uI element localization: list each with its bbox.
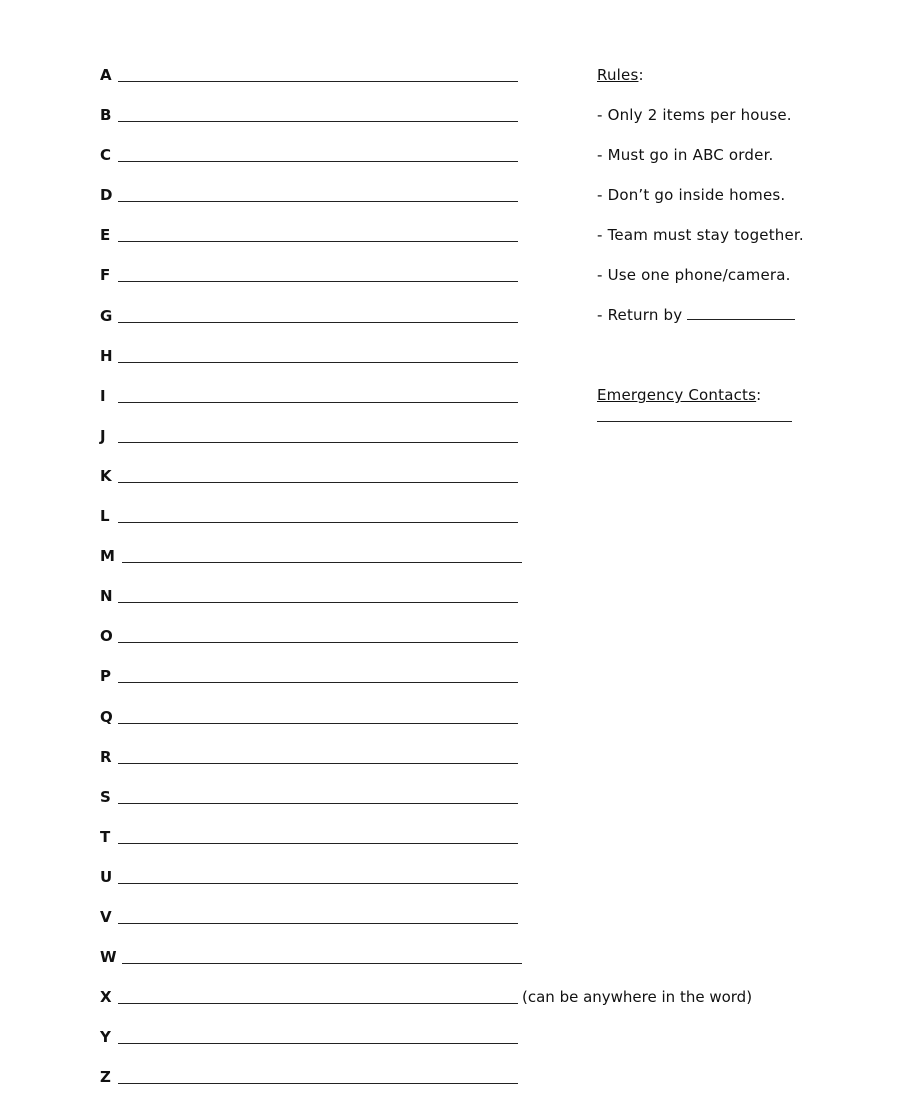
letter-label: G <box>100 306 113 325</box>
letter-label: Z <box>100 1068 111 1087</box>
letter-row <box>100 744 820 784</box>
answer-blank-line[interactable] <box>118 121 518 122</box>
letter-label: W <box>100 948 117 967</box>
letter-label: M <box>100 547 115 566</box>
rule-item: - Use one phone/camera. <box>597 266 791 284</box>
letter-row <box>100 583 820 623</box>
letter-row <box>100 1064 820 1104</box>
letter-label: D <box>100 186 113 205</box>
letter-label: K <box>100 466 112 485</box>
return-by-rule <box>597 302 857 342</box>
letter-row <box>100 623 820 663</box>
rules-heading-colon: : <box>638 66 644 84</box>
emergency-heading <box>597 382 857 422</box>
letter-row <box>100 904 820 944</box>
letter-label: F <box>100 266 111 285</box>
letter-row <box>100 343 820 383</box>
letter-label: V <box>100 907 112 926</box>
answer-blank-line[interactable] <box>118 442 518 443</box>
answer-blank-line[interactable] <box>118 281 518 282</box>
answer-blank-line[interactable] <box>118 482 518 483</box>
answer-blank-line[interactable] <box>118 241 518 242</box>
answer-blank-line[interactable] <box>118 161 518 162</box>
answer-blank-line[interactable] <box>118 522 518 523</box>
answer-blank-line[interactable] <box>122 963 522 964</box>
letter-row <box>100 704 820 744</box>
letter-row <box>100 1024 820 1064</box>
letter-row <box>100 663 820 703</box>
letter-label: J <box>100 426 106 445</box>
letter-label: Y <box>100 1028 111 1047</box>
answer-blank-line[interactable] <box>118 1043 518 1044</box>
answer-blank-line[interactable] <box>118 81 518 82</box>
letter-label: S <box>100 787 111 806</box>
emergency-heading-colon: : <box>756 386 762 404</box>
letter-label: A <box>100 66 112 84</box>
answer-blank-line[interactable] <box>118 642 518 643</box>
answer-blank-line[interactable] <box>122 562 522 563</box>
emergency-heading-text: Emergency Contacts <box>597 386 757 404</box>
rules-heading-text: Rules <box>597 66 639 84</box>
letter-row <box>100 944 820 984</box>
answer-blank-line[interactable] <box>118 1003 518 1004</box>
answer-blank-line[interactable] <box>118 923 518 924</box>
letter-label: O <box>100 627 113 646</box>
letter-row <box>100 423 820 463</box>
emergency-contact-blank[interactable] <box>597 421 792 422</box>
letter-label: N <box>100 587 113 606</box>
letter-label: P <box>100 667 111 686</box>
answer-blank-line[interactable] <box>118 843 518 844</box>
rule-item: - Must go in ABC order. <box>597 146 774 164</box>
letter-label: H <box>100 346 113 365</box>
rules-panel <box>597 62 857 342</box>
letter-label: L <box>100 507 110 526</box>
letter-row <box>100 824 820 864</box>
rule-item: - Don’t go inside homes. <box>597 186 786 204</box>
answer-blank-line[interactable] <box>118 602 518 603</box>
letter-label: E <box>100 226 111 245</box>
answer-blank-line[interactable] <box>118 201 518 202</box>
letter-label: B <box>100 106 112 125</box>
answer-blank-line[interactable] <box>118 362 518 363</box>
letter-row <box>100 984 820 1024</box>
answer-blank-line[interactable] <box>118 883 518 884</box>
answer-blank-line[interactable] <box>118 803 518 804</box>
letter-label: T <box>100 827 111 846</box>
rule-item: - Team must stay together. <box>597 226 804 244</box>
answer-blank-line[interactable] <box>118 322 518 323</box>
letter-row <box>100 543 820 583</box>
letter-label: U <box>100 867 113 886</box>
letter-label: C <box>100 146 112 165</box>
answer-blank-line[interactable] <box>118 1083 518 1084</box>
return-time-blank[interactable] <box>687 305 795 320</box>
answer-blank-line[interactable] <box>118 763 518 764</box>
letter-label: X <box>100 988 112 1007</box>
letter-row <box>100 784 820 824</box>
answer-blank-line[interactable] <box>118 682 518 683</box>
letter-label: R <box>100 747 112 766</box>
letter-label: Q <box>100 707 113 726</box>
answer-blank-line[interactable] <box>118 402 518 403</box>
rule-item: - Only 2 items per house. <box>597 106 792 124</box>
rules-heading <box>597 62 857 102</box>
answer-blank-line[interactable] <box>118 723 518 724</box>
letter-row <box>100 864 820 904</box>
letter-note: (can be anywhere in the word) <box>522 988 753 1007</box>
letter-row <box>100 463 820 503</box>
letter-label: I <box>100 386 106 405</box>
letter-row <box>100 503 820 543</box>
return-by-label: - Return by <box>597 306 683 324</box>
emergency-contacts <box>597 382 857 422</box>
